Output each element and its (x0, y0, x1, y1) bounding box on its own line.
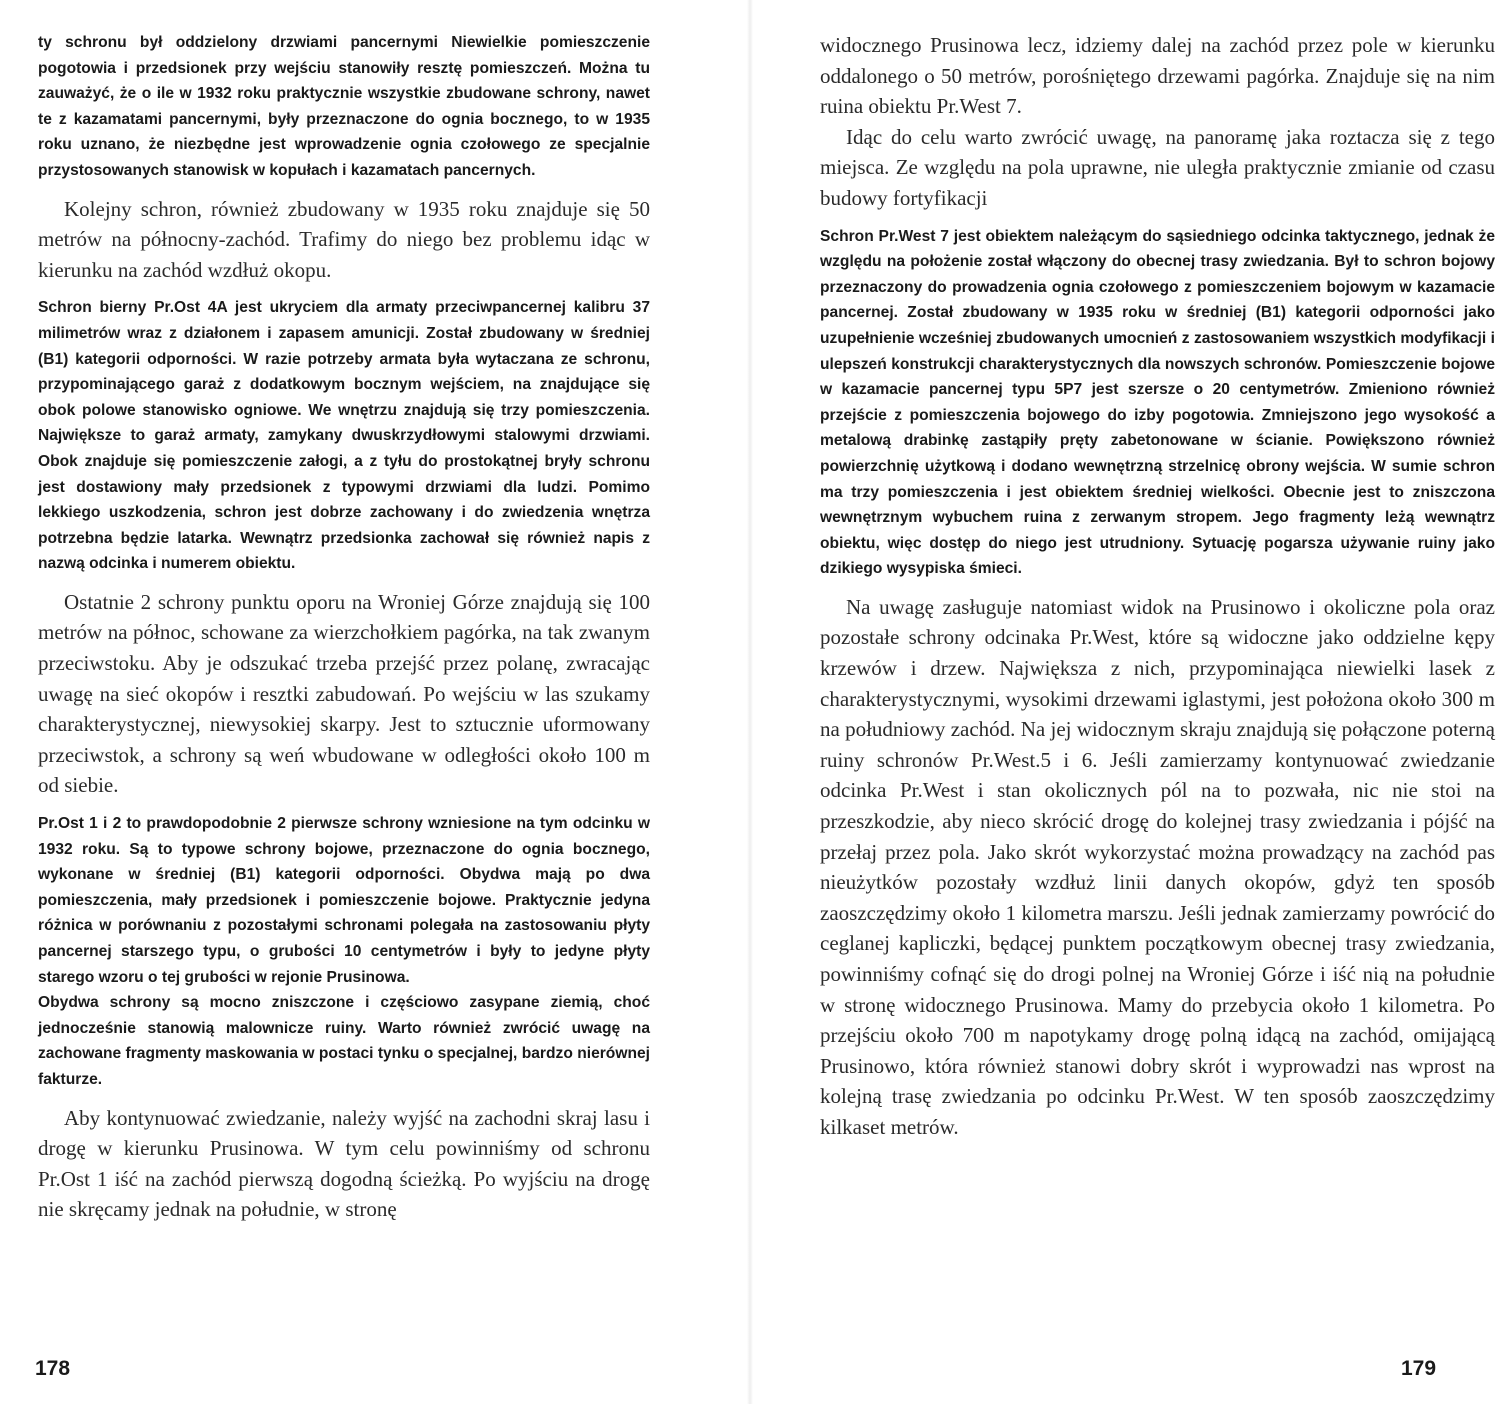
left-text-column (38, 30, 650, 1225)
page-number-left: 178 (35, 1357, 71, 1380)
right-text-column (820, 30, 1495, 1143)
left-body-paragraph-1: Kolejny schron, również zbudowany w 1935 roku znajduje się 50 metrów na północny-zachód. Trafimy do niego bez problemu idąc w kierunku na zachód wzdłuż okopu. (38, 196, 650, 282)
right-body-paragraph-2: Na uwagę zasługuje natomiast widok na Prusinowo i okoliczne pola oraz pozostałe schrony odcinaka Pr.West, które są widoczne jako oddzielne kępy krzewów i drzew. Największa z nich, przypominająca niewielki lasek z charakterystycznymi, wysokimi drzewami iglastymi, jest położona około 300 m na południowy zachód. Na jej widocznym skraju znajdują się połączone poterną ruiny schronów Pr.West.5 i 6. Jeśli zamierzamy kontynuować zwiedzanie odcinka Pr.West i stan okolicznych pól na to pozwała, nic nie stoi na przeszkodzie, aby nieco skrócić drogę do kolejnej trasy zwiedzania i pójść na przełaj przez pola. Jako skrót wykorzystać można prowadzący na zachód pas nieużytków pozostały wzdłuż linii danych okopów, gdyż ten sposób zaoszczędzimy około 1 kilometra marszu. Jeśli jednak zamierzamy powrócić do ceglanej kapliczki, będącej punktem początkowym obecnej trasy zwiedzania, powinniśmy cofnąć się do drogi polnej na Wroniej Górze i iść nią na południe w stronę widocznego Prusinowa. Mamy do przebycia około 1 kilometra. Po przejściu około 700 m napotykamy drogę polną idącą na zachód, omijającą Prusinowo, która również stanowi dobry skrót i wyprowadzi nas wprost na kolejną trasę zwiedzania po odcinku Pr.West. W ten sposób zaoszczędzimy kilkaset metrów. (820, 594, 1495, 1139)
left-body-paragraph-2: Ostatnie 2 schrony punktu oporu na Wroniej Górze znajdują się 100 metrów na północ, schowane za wierzchołkiem pagórka, na tak zwanym przeciwstoku. Aby je odszukać trzeba przejść przez polanę, zwracając uwagę na sieć okopów i resztki zabudowań. Po wejściu w las szukamy charakterystycznej, niewysokiej skarpy. Jest to sztucznie uformowany przeciwstok, a schrony są weń wbudowane w odległości około 100 m od siebie. (38, 589, 650, 798)
left-bunker-description-pr-ost-1-2: Pr.Ost 1 i 2 to prawdopodobnie 2 pierwsze schrony wzniesione na tym odcinku w 1932 roku. Są to typowe schrony bojowe, przeznaczone do ognia bocznego, wykonane w średniej (B1) kategorii odporności. Obydwa mają po dwa pomieszczenia, mały przedsionek i pomieszczenie bojowe. Praktycznie jedyna różnica w porównaniu z pozostałymi schronami polegała na zastosowaniu płyty pancernej starszego typu, o grubości 10 centymetrów i były to jedyne płyty starego wzoru o tej grubości w rejonie Prusinowa. (38, 815, 650, 986)
left-boxed-text-continuation: ty schronu był oddzielony drzwiami pancernymi Niewielkie pomieszczenie pogotowia i przedsionek przy wejściu stanowiły resztę pomieszczeń. Można tu zauważyć, że o ile w 1932 roku praktycznie wszystkie zbudowane schrony, nawet te z kazamatami pancernymi, były przeznaczone do ognia bocznego, to w 1935 roku uznano, że niezbędne jest wprowadzenie ognia czołowego ze specjalnie przystosowanych stanowisk w kopułach i kazamatach pancernych. (38, 34, 650, 179)
right-bunker-description-pr-west-7: Schron Pr.West 7 jest obiektem należącym do sąsiedniego odcinka taktycznego, jednak że względu na położenie został włączony do obecnej trasy zwiedzania. Był to schron bojowy przeznaczony do prowadzenia ognia czołowego z pomieszczeniem bojowym w kazamacie pancernej. Został zbudowany w 1935 roku w średniej (B1) kategorii odporności jako uzupełnienie wcześniej zbudowanych umocnień z zastosowaniem wszystkich modyfikacji i ulepszeń konstrukcji charakterystycznych dla nowszych schronów. Pomieszczenie bojowe w kazamacie pancernej typu 5P7 jest szersze o 20 centymetrów. Zmieniono również przejście z pomieszczenia bojowego do izby pogotowia. Zmniejszono jego wysokość a metalową drabinkę zastąpiły pręty zabetonowane w ścianie. Powiększono również powierzchnię użytkową i dodano wewnętrzną strzelnicę obrony wejścia. W sumie schron ma trzy pomieszczenia i jest obiektem średniej wielkości. Obecnie jest to zniszczona wewnętrznym wybuchem ruina z zerwanym stropem. Jego fragmenty leżą wewnątrz obiektu, więc dostęp do niego jest utrudniony. Sytuację pogarsza używanie ruiny jako dzikiego wysypiska śmieci. (820, 227, 1495, 578)
right-page (750, 0, 1500, 1404)
right-body-paragraph-1: Idąc do celu warto zwrócić uwagę, na panoramę jaka roztacza się z tego miejsca. Ze względu na pola uprawne, nie uległa praktycznie zmianie od czasu budowy fortyfikacji (820, 124, 1495, 210)
right-body-continuation: widocznego Prusinowa lecz, idziemy dalej na zachód przez pole w kierunku oddalonego o 50 metrów, porośniętego drzewami pagórka. Znajduje się na nim ruina obiektu Pr.West 7. (820, 33, 1495, 119)
left-body-paragraph-3: Aby kontynuować zwiedzanie, należy wyjść na zachodni skraj lasu i drogę w kierunku Prusinowa. W tym celu powinniśmy od schronu Pr.Ost 1 iść na zachód pierwszą dogodną ścieżką. Po wyjściu na drogę nie skręcamy jednak na południe, w stronę (38, 1105, 650, 1222)
left-bunker-description-condition: Obydwa schrony są mocno zniszczone i częściowo zasypane ziemią, choć jednocześnie stanowią malownicze ruiny. Warto również zwrócić uwagę na zachowane fragmenty maskowania w postaci tynku o specjalnej, bardzo nierównej fakturze. (38, 994, 650, 1088)
page-number-right: 179 (1401, 1357, 1437, 1380)
left-bunker-description-pr-ost-4a: Schron bierny Pr.Ost 4A jest ukryciem dla armaty przeciwpancernej kalibru 37 milimetrów wraz z działonem i zapasem amunicji. Został zbudowany w średniej (B1) kategorii odporności. W razie potrzeby armata była wytaczana ze schronu, przypominającego garaż z dodatkowym bocznym wejściem, na znajdujące się obok polowe stanowisko ogniowe. We wnętrzu znajdują się trzy pomieszczenia. Największe to garaż armaty, zamykany dwuskrzydłowymi stalowymi drzwiami. Obok znajduje się pomieszczenie załogi, a z tyłu do prostokątnej bryły schronu jest dostawiony mały przedsionek z typowymi drzwiami dla ludzi. Pomimo lekkiego uszkodzenia, schron jest dobrze zachowany i do zwiedzenia wnętrza potrzebna będzie latarka. Wewnątrz przedsionka zachował się również napis z nazwą odcinka i numerem obiektu. (38, 299, 650, 573)
